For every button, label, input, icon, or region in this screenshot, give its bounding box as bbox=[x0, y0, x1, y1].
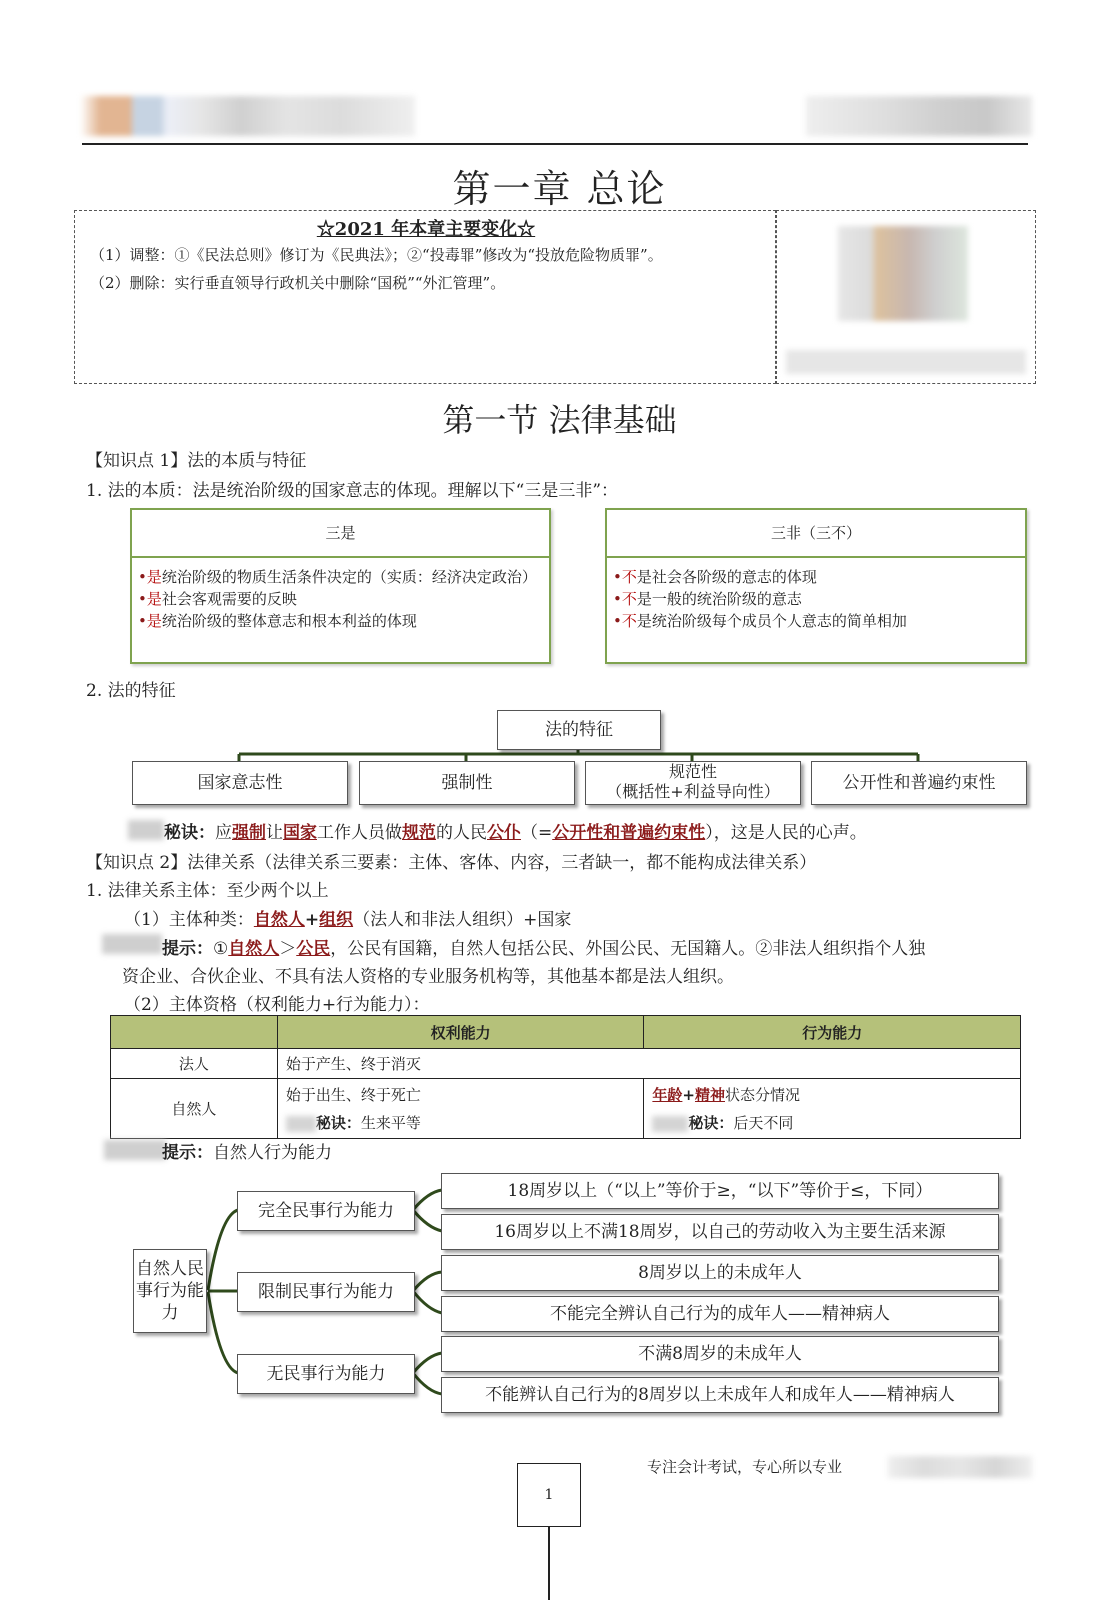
sanshi-item-3: •是统治阶级的整体意志和根本利益的体现 bbox=[138, 612, 417, 630]
capacity-leaf-2: 16周岁以上不满18周岁，以自己的劳动收入为主要生活来源 bbox=[441, 1214, 999, 1250]
sanshi-item-2: •是社会客观需要的反映 bbox=[138, 590, 297, 608]
capacity-leaf-1: 18周岁以上（“以上”等价于≥，“以下”等价于≤，下同） bbox=[441, 1173, 999, 1209]
changes-line-2: （2）删除：实行垂直领导行政机关中删除“国税”“外汇管理”。 bbox=[90, 274, 506, 292]
sanfei-item-3: •不是统治阶级每个成员个人意志的简单相加 bbox=[613, 612, 907, 630]
kp2-tip-line-2: 资企业、合伙企业、不具有法人资格的专业服务机构等，其他基本都是法人组织。 bbox=[122, 967, 734, 987]
capacity-leaf-5: 不满8周岁的未成年人 bbox=[441, 1336, 999, 1372]
table-cell-natural-person: 自然人 bbox=[111, 1079, 278, 1139]
feature-coercive: 强制性 bbox=[359, 761, 575, 805]
kp2-sub-1: （1）主体种类：自然人+组织（法人和非法人组织）+国家 bbox=[124, 910, 572, 930]
capacity-root: 自然人民事行为能力 bbox=[133, 1249, 207, 1333]
sanshi-item-1: •是统治阶级的物质生活条件决定的（实质：经济决定政治） bbox=[138, 568, 537, 586]
features-root: 法的特征 bbox=[497, 710, 661, 750]
sanfei-title: 三非（三不） bbox=[607, 510, 1025, 558]
capacity-tip: 提示：自然人行为能力 bbox=[162, 1143, 332, 1163]
kp1-item-1: 1. 法的本质：法是统治阶级的国家意志的体现。理解以下“三是三非”： bbox=[86, 481, 619, 501]
kp1-item-2: 2. 法的特征 bbox=[86, 681, 176, 701]
kp2-sub-2: （2）主体资格（权利能力+行为能力）： bbox=[124, 995, 430, 1015]
kp2-heading: 【知识点 2】法律关系（法律关系三要素：主体、客体、内容，三者缺一，都不能构成法律关系） bbox=[86, 853, 817, 873]
kp2-tip: 提示：①自然人＞公民，公民有国籍，自然人包括公民、外国公民、无国籍人。②非法人组织指个人独 bbox=[162, 939, 926, 959]
page-number-stem bbox=[548, 1527, 550, 1600]
footer-logo-blur bbox=[888, 1456, 1032, 1478]
capacity-none: 无民事行为能力 bbox=[237, 1354, 415, 1394]
chapter-title: 第一章 总论 bbox=[452, 167, 667, 211]
table-header-act: 行为能力 bbox=[644, 1016, 1021, 1049]
changes-title: ☆2021 年本章主要变化☆ bbox=[316, 219, 536, 240]
table-cell-natural-person-right: 始于出生、终于死亡 秘诀：生来平等 bbox=[277, 1079, 644, 1139]
sanfei-item-2: •不是一般的统治阶级的意志 bbox=[613, 590, 802, 608]
kp1-heading: 【知识点 1】法的本质与特征 bbox=[86, 451, 307, 471]
kp2-item-1: 1. 法律关系主体：至少两个以上 bbox=[86, 881, 329, 901]
capacity-full: 完全民事行为能力 bbox=[237, 1191, 415, 1231]
changes-line-1: （1）调整：①《民法总则》修订为《民典法》；②“投毒罪”修改为“投放危险物质罪”。 bbox=[90, 246, 663, 264]
table-cell-legal-person-right: 始于产生、终于消灭 bbox=[277, 1049, 1020, 1079]
table-cell-legal-person: 法人 bbox=[111, 1049, 278, 1079]
secret-line: 秘诀：应强制让国家工作人员做规范的人民公仆（=公开性和普遍约束性），这是人民的心声。 bbox=[164, 823, 867, 843]
capacity-leaf-6: 不能辨认自己行为的8周岁以上未成年人和成年人——精神病人 bbox=[441, 1377, 999, 1413]
footer-slogan: 专注会计考试，专心所以专业 bbox=[647, 1458, 843, 1476]
page-number: 1 bbox=[517, 1463, 581, 1527]
table-cell-natural-person-act: 年龄+精神状态分情况 秘诀：后天不同 bbox=[644, 1079, 1021, 1139]
capacity-leaf-3: 8周岁以上的未成年人 bbox=[441, 1255, 999, 1291]
sanfei-item-1: •不是社会各阶级的意志的体现 bbox=[613, 568, 817, 586]
sanshi-title: 三是 bbox=[132, 510, 549, 558]
capacity-leaf-4: 不能完全辨认自己行为的成年人——精神病人 bbox=[441, 1296, 999, 1332]
table-header-right: 权利能力 bbox=[277, 1016, 644, 1049]
feature-normative: 规范性 （概括性+利益导向性） bbox=[585, 761, 801, 805]
capacity-limited: 限制民事行为能力 bbox=[237, 1272, 415, 1312]
feature-national-will: 国家意志性 bbox=[132, 761, 348, 805]
section-title: 第一节 法律基础 bbox=[442, 401, 677, 439]
feature-public-binding: 公开性和普遍约束性 bbox=[811, 761, 1027, 805]
